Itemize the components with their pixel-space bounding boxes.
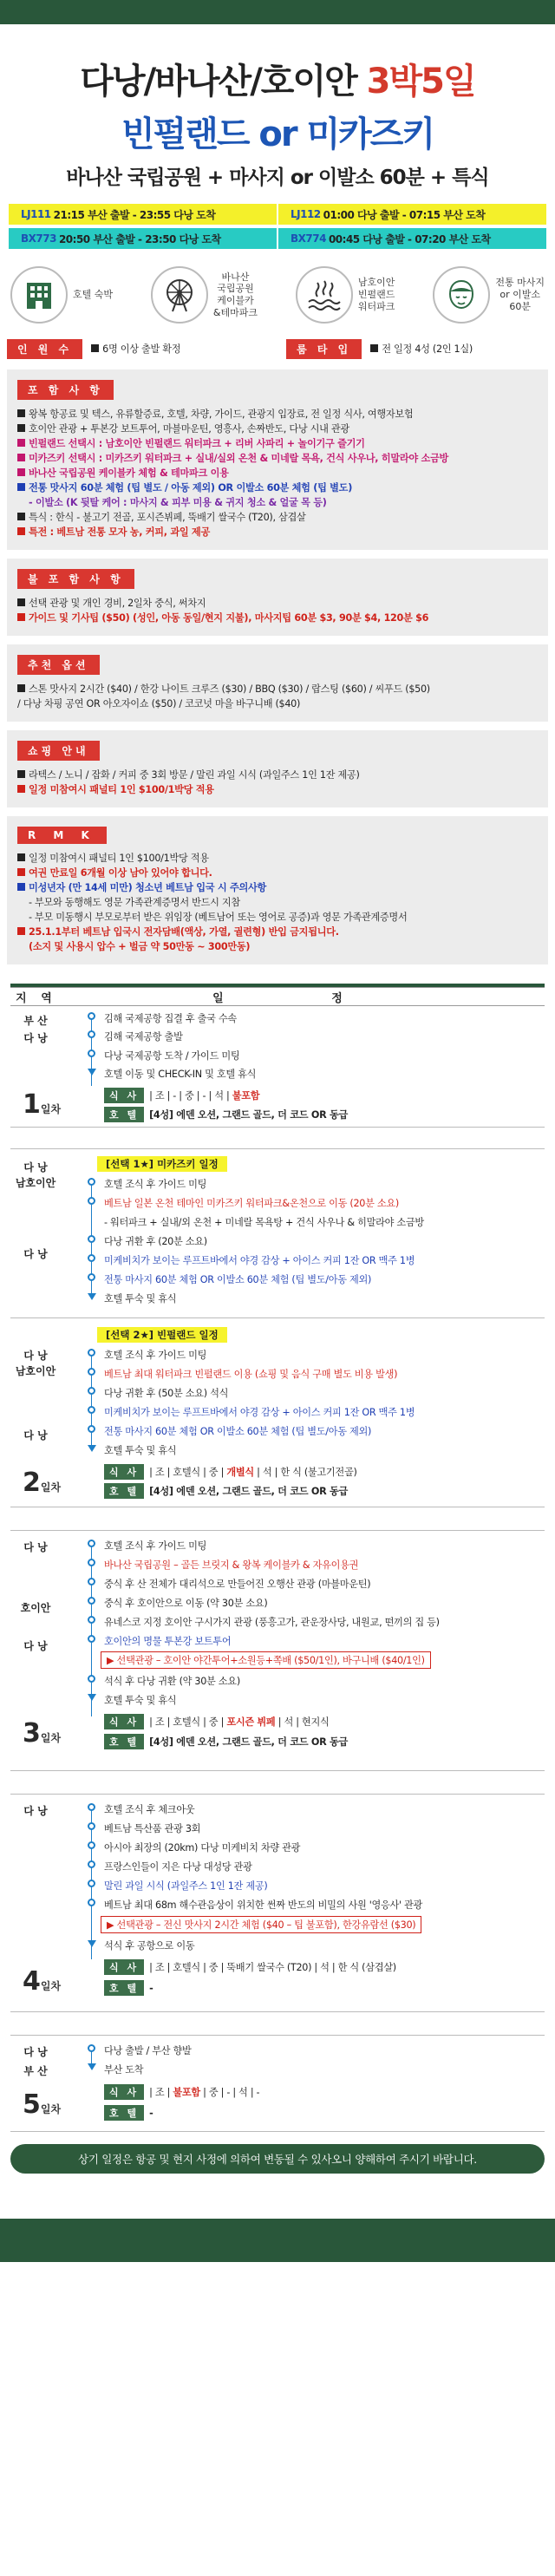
flight-lj111: LJ111 21:15 부산 출발 - 23:55 다낭 도착 xyxy=(9,204,277,225)
feature-icons xyxy=(10,263,545,327)
shopping-section xyxy=(7,730,548,807)
subtitle: 바나산 국립공원 + 마사지 or 이발소 60분 + 특식 xyxy=(66,167,489,189)
group-info xyxy=(7,339,548,359)
day-3: 다 낭 호이안 다 낭 호텔 조식 후 가이드 미팅 바나산 국립공원 – 골든 브릿지 & 왕복 케이블카 & 자유이용권 중식 후 산 전체가 대리석으로 만들어진 오행산 관광 (마블마운틴) 중식 후 호이안으로 이동 (약 30분 소요) 유네스코 지정 호이안 구시가지 관광 (풍흥고가, 관운장사당, 내원교, 떤끼의 집 등) 호이안의 명물 투본강 보트투어 ▶ 선택관광 – 호이안 야간투어+소원등+쪽배 ($50/1인), 바구니배 ($40/1인) 석식 후 다낭 귀환 (약 30분 소요) 호텔 투숙 및 휴식 식 사 | 조 | 호텔식 | 중 | 포시즌 뷔페 | 석 | 현지식 호 텔 [4성] 에덴 오션, 그랜드 골드, 더 코드 OR 동급 3일차 xyxy=(10,1530,545,1771)
list-item: 미카즈키 선택시 : 미카즈키 워터파크 + 실내/실외 온천 & 미네랄 목욕, 건식 사우나, 히말라야 소금방 xyxy=(17,451,538,466)
day-2-option-1: 다 낭 남호이안 다 낭 [선택 1★] 미카즈키 일정 호텔 조식 후 가이드 미팅 베트남 일본 온천 테마인 미카즈키 워터파크&온천으로 이동 (20분 소요) - 워터파크 + 실내/외 온천 + 미네랄 목욕탕 + 건식 사우나 & 히말라야 소금방 다낭 귀환 후 (20분 소요) 미케비치가 보이는 루프트바에서 야경 감상 + 아이스 커피 1잔 OR 맥주 1병 전통 마사지 60분 체험 OR 이발소 60분 체험 (팁 별도/아동 제외) 호텔 투숙 및 휴식 xyxy=(10,1148,545,1318)
itinerary-header: 지 역 일 정 xyxy=(10,987,545,1006)
excludes-tag: 불 포 함 사 항 xyxy=(17,569,134,589)
hotel-row: 호 텔 [4성] 에덴 오션, 그랜드 골드, 더 코드 OR 동급 xyxy=(104,1107,348,1122)
day-number: 1일차 xyxy=(23,1089,62,1120)
room-tag: 룸 타 입 xyxy=(286,339,362,359)
title-line-1: 다낭/바나산/호이안 3박5일 xyxy=(80,62,475,101)
title-line-2: 빈펄랜드 or 미카즈키 xyxy=(121,114,434,154)
feature-hotel: 호텔 숙박 xyxy=(10,263,113,327)
feature-bana-hills: 바나산 국립공원 케이블카 &테마파크 xyxy=(151,263,258,327)
list-item: 전통 맛사지 60분 체험 (팁 별도 / 아동 제외) OR 이발소 60분 체험 (팁 별도) xyxy=(17,481,538,495)
list-item: 선택 관광 및 개인 경비, 2일차 중식, 써차지 xyxy=(17,596,538,611)
list-item: 바나산 국립공원 케이블카 체험 & 테마파크 이용 xyxy=(17,466,538,481)
list-item: - 부모 미동행시 부모로부터 받은 위임장 (베트남어 또는 영어로 공증)과 영문 가족관계증명서 xyxy=(29,912,408,923)
list-item: 25.1.1부터 베트남 입국시 전자담배(액상, 가열, 궐련형) 반입 금지됩니다. xyxy=(17,925,538,939)
includes-tag: 포 함 사 항 xyxy=(17,380,114,400)
option-box: ▶ 선택관광 – 전신 맛사지 2시간 체험 ($40 – 팁 불포함), 한강유람선 ($30) xyxy=(101,1916,421,1933)
option-1-title: [선택 1★] 미카즈키 일정 xyxy=(97,1156,227,1172)
list-item: / 다낭 차핑 공연 OR 아오자이쇼 ($50) / 코코넛 마을 바구니배 ($40) xyxy=(17,698,301,709)
list-item: 일정 미참여시 패널티 1인 $100/1박당 적용 xyxy=(17,782,538,797)
flight-info xyxy=(9,204,546,249)
list-item: 미성년자 (만 14세 미만) 청소년 베트남 입국 시 주의사항 xyxy=(17,880,538,895)
day-number: 4일차 xyxy=(23,1966,62,1997)
meal-row: 식 사 | 조 | 호텔식 | 중 | 개별식 | 석 | 한 식 (불고기전골) xyxy=(104,1464,357,1480)
feature-massage: 전통 마사지 or 이발소 60분 xyxy=(433,263,545,327)
meal-row: 식 사 | 조 | - | 중 | - | 석 | 불포함 xyxy=(104,1088,259,1103)
hotel-row: 호 텔 [4성] 에덴 오션, 그랜드 골드, 더 코드 OR 동급 xyxy=(104,1483,348,1499)
hotel-row: 호 텔 - xyxy=(104,2105,153,2121)
feature-waterpark: 남호이안 빈펄랜드 워터파크 xyxy=(296,263,395,327)
list-item: 스톤 맛사지 2시간 ($40) / 한강 나이트 크루즈 ($30) / BBQ ($30) / 랍스팅 ($60) / 씨푸드 ($50) xyxy=(17,682,538,696)
list-item: 특전 : 베트남 전통 모자 농, 커피, 과일 제공 xyxy=(17,525,538,539)
day-number: 3일차 xyxy=(23,1718,62,1749)
remarks-tag: R M K xyxy=(17,827,107,844)
footer-notice: 상기 일정은 항공 및 현지 사정에 의하여 변동될 수 있사오니 양해하여 주시기 바랍니다. xyxy=(10,2144,545,2174)
list-item: - 부모와 동행해도 영문 가족관계증명서 반드시 지참 xyxy=(29,897,240,908)
bottom-band xyxy=(0,2219,555,2262)
flight-bx774: BX774 00:45 다낭 출발 - 07:20 부산 도착 xyxy=(278,228,546,249)
list-item: 여권 만료일 6개월 이상 남아 있어야 합니다. xyxy=(17,866,538,880)
list-item: 빈펄랜드 선택시 : 남호이안 빈펄랜드 워터파크 + 리버 사파리 + 놀이기구 즐기기 xyxy=(17,436,538,451)
hot-spring-icon xyxy=(296,266,353,324)
list-item: 특식 : 한식 - 불고기 전골, 포시즌뷔페, 뚝배기 쌀국수 (T20), 삼겹살 xyxy=(17,510,538,525)
list-item: 호이안 관광 + 투본강 보트투어, 마블마운틴, 영흥사, 손짜반도, 다낭 시내 관광 xyxy=(17,422,538,436)
list-item: 일정 미참여시 패널티 1인 $100/1박당 적용 xyxy=(17,851,538,866)
options-section xyxy=(7,644,548,722)
day-1: 부 산 다 낭 김해 국제공항 집결 후 출국 수속 김해 국제공항 출발 다낭 국제공항 도착 / 가이드 미팅 호텔 이동 및 CHECK-IN 및 호텔 휴식 식 사 | 조 | - | 중 | - | 석 | 불포함 호 텔 [4성] 에덴 오션, 그랜드 골드, 더 코드 OR 동급 1일차 xyxy=(10,1006,545,1128)
meal-row: 식 사 | 조 | 호텔식 | 중 | 뚝배기 쌀국수 (T20) | 석 | 한 식 (삼겹살) xyxy=(104,1959,396,1975)
people-tag: 인 원 수 xyxy=(7,339,82,359)
hero xyxy=(0,24,555,190)
top-band xyxy=(0,0,555,24)
option-box: ▶ 선택관광 – 호이안 야간투어+소원등+쪽배 ($50/1인), 바구니배 ($40/1인) xyxy=(101,1651,431,1669)
shopping-tag: 쇼핑 안내 xyxy=(17,741,100,761)
hotel-row: 호 텔 [4성] 에덴 오션, 그랜드 골드, 더 코드 OR 동급 xyxy=(104,1734,348,1749)
list-item: - 이발소 (K 뒷탈 케어 : 마사지 & 피부 미용 & 귀지 청소 & 얼굴 목 등) xyxy=(29,497,327,508)
day-5: 다 낭 부 산 다낭 출발 / 부산 향발 부산 도착 식 사 | 조 | 불포함 | 중 | - | 석 | - 호 텔 - 5일차 xyxy=(10,2035,545,2132)
flight-lj112: LJ112 01:00 다낭 출발 - 07:15 부산 도착 xyxy=(278,204,546,225)
meal-row: 식 사 | 조 | 불포함 | 중 | - | 석 | - xyxy=(104,2084,259,2100)
hotel-row: 호 텔 - xyxy=(104,1980,153,1996)
hotel-icon xyxy=(10,266,68,324)
day-4: 다 낭 호텔 조식 후 체크아웃 베트남 특산품 관광 3회 아시아 최장의 (20km) 다낭 미케비치 차량 관광 프랑스인들이 지은 다낭 대성당 관광 말린 과일 시식 (과일주스 1인 1잔 제공) 베트남 최대 68m 해수관음상이 위치한 썬짜 반도의 비밀의 사원 '영응사' 관광 ▶ 선택관광 – 전신 맛사지 2시간 체험 ($40 – 팁 불포함), 한강유람선 ($30) 석식 후 공항으로 이동 식 사 | 조 | 호텔식 | 중 | 뚝배기 쌀국수 (T20) | 석 | 한 식 (삼겹살) 호 텔 - 4일차 xyxy=(10,1794,545,2012)
ferris-wheel-icon xyxy=(151,266,208,324)
option-2-title: [선택 2★] 빈펄랜드 일정 xyxy=(97,1327,227,1343)
list-item: 라텍스 / 노니 / 잡화 / 커피 중 3회 방문 / 말린 과일 시식 (과일주스 1인 1잔 제공) xyxy=(17,768,538,782)
excludes-section xyxy=(7,559,548,636)
list-item: (소지 및 사용시 압수 + 벌금 약 50만동 ~ 300만동) xyxy=(29,941,251,952)
options-tag: 추천 옵션 xyxy=(17,655,100,675)
list-item: 가이드 및 기사팁 ($50) (성인, 아동 동일/현지 지불), 마사지팁 60분 $3, 90분 $4, 120분 $6 xyxy=(17,611,538,625)
massage-icon xyxy=(433,266,490,324)
remarks-section xyxy=(7,816,548,964)
day-2-option-2: 다 낭 남호이안 다 낭 [선택 2★] 빈펄랜드 일정 호텔 조식 후 가이드 미팅 베트남 최대 워터파크 빈펄랜드 이용 (쇼핑 및 음식 구매 별도 비용 발생) 다낭 귀환 후 (50분 소요) 석식 미케비치가 보이는 루프트바에서 야경 감상 + 아이스 커피 1잔 OR 맥주 1병 전통 마사지 60분 체험 OR 이발소 60분 체험 (팁 별도/아동 제외) 호텔 투숙 및 휴식 식 사 | 조 | 호텔식 | 중 | 개별식 | 석 | 한 식 (불고기전골) 호 텔 [4성] 에덴 오션, 그랜드 골드, 더 코드 OR 동급 2일차 xyxy=(10,1318,545,1507)
day-number: 5일차 xyxy=(23,2089,62,2120)
meal-row: 식 사 | 조 | 호텔식 | 중 | 포시즌 뷔페 | 석 | 현지식 xyxy=(104,1714,329,1729)
includes-section xyxy=(7,369,548,550)
flight-bx773: BX773 20:50 부산 출발 - 23:50 다낭 도착 xyxy=(9,228,277,249)
people-text: 6명 이상 출발 확정 xyxy=(91,342,278,356)
day-number: 2일차 xyxy=(23,1468,62,1498)
room-text: 전 일정 4성 (2인 1실) xyxy=(370,342,473,356)
list-item: 왕복 항공료 및 텍스, 유류할증료, 호텔, 차량, 가이드, 관광지 입장료, 전 일정 식사, 여행자보험 xyxy=(17,407,538,422)
